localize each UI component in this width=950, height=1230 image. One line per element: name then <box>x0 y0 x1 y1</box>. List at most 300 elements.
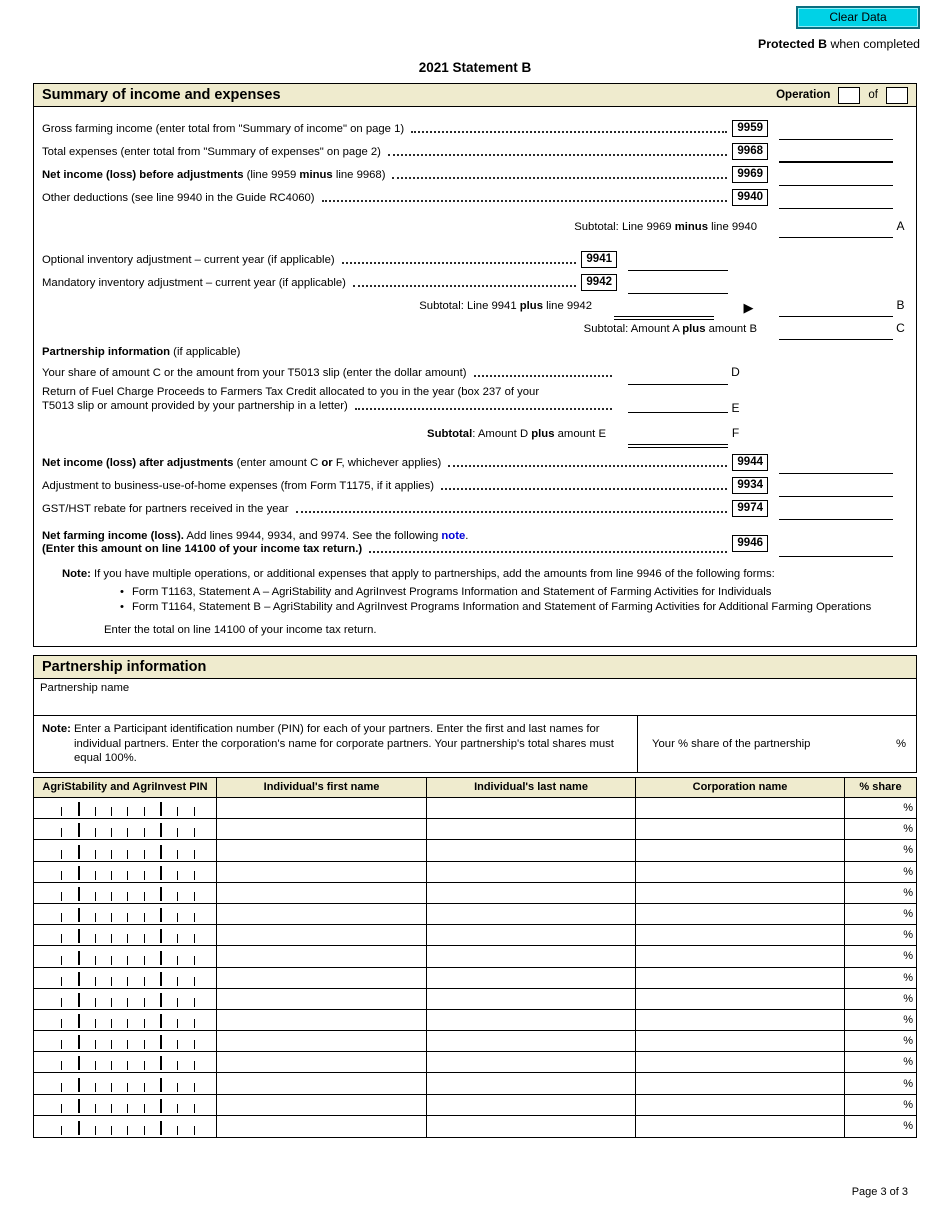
col-header-share: % share <box>859 781 902 793</box>
pin-tick <box>95 956 111 965</box>
table-row <box>34 989 916 1010</box>
pin-tick <box>95 871 111 880</box>
pin-tick <box>177 1126 193 1135</box>
table-row <box>34 904 916 925</box>
pin-tick <box>95 977 111 986</box>
last-name-field[interactable] <box>427 968 636 988</box>
pin-tick <box>144 1104 160 1113</box>
line-9968-amount-field[interactable] <box>779 148 893 163</box>
label-part: T5013 slip or amount provided by your partnership in a letter) <box>42 399 348 412</box>
corp-name-field[interactable] <box>636 819 845 839</box>
share-field[interactable]: % <box>903 950 913 963</box>
label-part: (enter amount C <box>233 456 322 469</box>
pin-field[interactable] <box>34 862 217 882</box>
pin-tick <box>78 887 95 901</box>
pin-field[interactable] <box>34 1052 217 1072</box>
line-code-9941: 9941 <box>581 251 617 268</box>
pin-tick <box>144 1126 160 1135</box>
pin-comb-ticks <box>34 819 216 839</box>
pin-tick <box>111 807 127 816</box>
first-name-field[interactable] <box>217 1116 427 1137</box>
pin-tick <box>177 1061 193 1070</box>
pin-tick <box>144 934 160 943</box>
line-9944-amount-field[interactable] <box>779 459 893 474</box>
label-part: plus <box>519 299 543 312</box>
pin-tick <box>78 993 95 1007</box>
corp-name-field[interactable] <box>636 1010 845 1030</box>
pin-tick <box>160 1099 177 1113</box>
last-name-field[interactable] <box>427 1052 636 1072</box>
pin-tick <box>61 998 77 1007</box>
pin-tick <box>177 1104 193 1113</box>
line-code-9968: 9968 <box>732 143 768 160</box>
pin-tick <box>61 956 77 965</box>
pin-tick <box>111 913 127 922</box>
amount-d-label: Your share of amount C or the amount from your T5013 slip (enter the dollar amount) <box>42 367 467 379</box>
label-part: Net income (loss) before adjustments <box>42 168 244 181</box>
pin-tick <box>144 998 160 1007</box>
pin-tick <box>160 887 177 901</box>
pin-tick <box>177 1040 193 1049</box>
dot-leader <box>369 541 727 553</box>
first-name-field[interactable] <box>217 1031 427 1051</box>
partners-table <box>33 777 917 1138</box>
partnership-name-field[interactable] <box>34 679 916 716</box>
corp-name-field[interactable] <box>636 798 845 818</box>
pin-tick <box>95 828 111 837</box>
corp-name-field[interactable] <box>636 1073 845 1093</box>
subtotal-b-amount-field[interactable] <box>779 302 893 317</box>
first-name-field[interactable] <box>217 968 427 988</box>
pin-tick <box>61 1083 77 1092</box>
table-row <box>34 1031 916 1052</box>
label-part: or <box>321 456 333 469</box>
pin-field[interactable] <box>34 819 217 839</box>
line-9942-amount-field[interactable] <box>628 279 728 294</box>
share-field[interactable]: % <box>903 865 913 878</box>
label-part: Subtotal: Amount A <box>583 322 683 335</box>
pin-tick <box>61 913 77 922</box>
pin-tick <box>144 828 160 837</box>
dot-leader <box>441 478 727 490</box>
pin-tick <box>46 892 61 901</box>
operation-total-input[interactable] <box>886 87 908 104</box>
line-9959-label: Gross farming income (enter total from "Summary of income" on page 1) <box>42 122 405 135</box>
corp-name-field[interactable] <box>636 968 845 988</box>
share-field[interactable]: % <box>903 971 913 984</box>
pin-tick <box>127 1126 143 1135</box>
line-9968-row <box>42 140 908 163</box>
share-field[interactable]: % <box>903 823 913 836</box>
last-name-field[interactable] <box>427 840 636 860</box>
corp-name-field[interactable] <box>636 1031 845 1051</box>
pin-tick <box>78 845 95 859</box>
pin-tick <box>95 913 111 922</box>
note-text: If you have multiple operations, or additional expenses that apply to partnerships, add the amounts from line 9946 of the following forms: <box>90 568 775 580</box>
subtotal-f-amount-field[interactable] <box>628 430 728 445</box>
label-part: Subtotal: Line 9941 <box>419 299 520 312</box>
corp-name-field[interactable] <box>636 904 845 924</box>
note-bullet-list <box>42 585 908 615</box>
pin-tick <box>95 1040 111 1049</box>
pin-tick <box>78 929 95 943</box>
bullet-icon: • <box>120 601 124 613</box>
pin-comb-ticks <box>34 798 216 818</box>
last-name-field[interactable] <box>427 1116 636 1137</box>
label-part: : Amount D <box>472 427 532 440</box>
col-header-last-name: Individual's last name <box>427 778 636 797</box>
subtotal-a-amount-field[interactable] <box>779 223 893 238</box>
pin-tick <box>127 1104 143 1113</box>
line-9974-label: GST/HST rebate for partners received in the year <box>42 502 289 515</box>
corp-name-field[interactable] <box>636 1095 845 1115</box>
operation-of-label: of <box>868 89 878 101</box>
line-9942-label: Mandatory inventory adjustment – current year (if applicable) <box>42 276 346 289</box>
pin-tick <box>144 1040 160 1049</box>
share-field[interactable]: % <box>903 1035 913 1048</box>
partner-share-label: Your % share of the partnership <box>652 738 811 750</box>
pin-tick <box>177 1083 193 1092</box>
last-name-field[interactable] <box>427 925 636 945</box>
pin-field[interactable] <box>34 989 217 1009</box>
clear-data-button[interactable]: Clear Data <box>796 6 920 29</box>
pin-tick <box>160 951 177 965</box>
share-field[interactable]: % <box>903 929 913 942</box>
pin-tick <box>46 1126 61 1135</box>
note-label: Note: <box>42 723 71 735</box>
corp-name-field[interactable] <box>636 1116 845 1137</box>
line-9934-amount-field[interactable] <box>779 482 893 497</box>
label-part: (if applicable) <box>170 345 241 358</box>
share-field[interactable]: % <box>903 908 913 921</box>
first-name-field[interactable] <box>217 1073 427 1093</box>
label-part: amount B <box>705 322 757 335</box>
share-field[interactable]: % <box>903 1098 913 1111</box>
pin-field[interactable] <box>34 946 217 966</box>
pin-field[interactable] <box>34 1095 217 1115</box>
line-9940-row <box>42 186 908 209</box>
subtotal-c-label <box>42 323 768 335</box>
table-row <box>34 840 916 861</box>
note-link[interactable]: note <box>441 529 466 542</box>
dot-leader <box>322 190 728 202</box>
last-name-field[interactable] <box>427 798 636 818</box>
label-part: minus <box>299 168 333 181</box>
label-part: plus <box>531 427 555 440</box>
line-9946-amount-field[interactable] <box>779 542 893 557</box>
pin-tick <box>111 1104 127 1113</box>
pin-comb-ticks <box>34 968 216 988</box>
pin-tick <box>127 956 143 965</box>
dot-leader <box>353 275 576 287</box>
first-name-field[interactable] <box>217 840 427 860</box>
first-name-field[interactable] <box>217 946 427 966</box>
pin-comb-ticks <box>34 1010 216 1030</box>
note-label: Note: <box>62 568 91 580</box>
summary-section <box>33 83 917 647</box>
first-name-field[interactable] <box>217 925 427 945</box>
pin-tick <box>46 871 61 880</box>
pin-tick <box>177 934 193 943</box>
line-9942-row <box>42 271 908 294</box>
pin-field[interactable] <box>34 968 217 988</box>
pin-tick <box>61 850 77 859</box>
subtotal-b-mid-amount-field[interactable] <box>614 302 714 317</box>
subtotal-a-row <box>42 215 908 238</box>
pin-tick <box>78 1014 95 1028</box>
amount-letter-d: D <box>731 365 740 379</box>
pin-tick <box>194 1040 210 1049</box>
line-9944-row <box>42 451 908 474</box>
pin-field[interactable] <box>34 925 217 945</box>
line-9941-amount-field[interactable] <box>628 256 728 271</box>
amount-letter-e: E <box>731 401 740 415</box>
line-9941-label: Optional inventory adjustment – current year (if applicable) <box>42 253 335 266</box>
pin-field[interactable] <box>34 883 217 903</box>
pin-tick <box>111 1083 127 1092</box>
share-field[interactable]: % <box>903 992 913 1005</box>
line-9959-amount-field[interactable] <box>779 125 893 140</box>
pin-tick <box>160 1014 177 1028</box>
first-name-field[interactable] <box>217 1010 427 1030</box>
amount-e-field[interactable] <box>628 398 728 413</box>
line-9974-amount-field[interactable] <box>779 505 893 520</box>
pin-tick <box>95 1061 111 1070</box>
last-name-field[interactable] <box>427 1010 636 1030</box>
corp-name-field[interactable] <box>636 840 845 860</box>
pin-tick <box>127 998 143 1007</box>
label-part: Add lines 9944, 9934, and 9974. See the following <box>183 529 442 542</box>
pin-tick <box>127 892 143 901</box>
last-name-field[interactable] <box>427 989 636 1009</box>
bullet-text: Form T1164, Statement B – AgriStability and AgriInvest Programs Information and Statement of Farming Activities for Additional Farming Operations <box>132 601 872 613</box>
dot-leader <box>355 398 612 410</box>
pin-tick <box>144 892 160 901</box>
line-9974-row <box>42 497 908 520</box>
pin-tick <box>177 956 193 965</box>
last-name-field[interactable] <box>427 904 636 924</box>
pin-tick <box>111 1061 127 1070</box>
bullet-icon: • <box>120 586 124 598</box>
first-name-field[interactable] <box>217 1095 427 1115</box>
last-name-field[interactable] <box>427 1073 636 1093</box>
pin-comb-ticks <box>34 946 216 966</box>
corp-name-field[interactable] <box>636 925 845 945</box>
line-9946-label <box>42 527 732 560</box>
partner-table-body <box>34 798 916 1137</box>
pin-field[interactable] <box>34 798 217 818</box>
protected-b-rest: when completed <box>827 37 920 51</box>
line-9969-label <box>42 169 385 181</box>
line-9940-label: Other deductions (see line 9940 in the Guide RC4060) <box>42 191 315 204</box>
label-part: line 9968) <box>332 168 386 181</box>
line-9940-amount-field[interactable] <box>779 194 893 209</box>
pin-field[interactable] <box>34 1116 217 1137</box>
pin-tick <box>127 1083 143 1092</box>
pin-tick <box>160 972 177 986</box>
pin-tick <box>160 802 177 816</box>
pin-tick <box>95 934 111 943</box>
pin-field[interactable] <box>34 904 217 924</box>
pin-tick <box>160 1078 177 1092</box>
table-row <box>34 862 916 883</box>
pin-tick <box>194 828 210 837</box>
pin-tick <box>160 1056 177 1070</box>
first-name-field[interactable] <box>217 862 427 882</box>
pin-tick <box>127 828 143 837</box>
pin-tick <box>144 1061 160 1070</box>
arrow-right-icon: ▶ <box>743 300 754 315</box>
pin-tick <box>78 908 95 922</box>
share-field[interactable]: % <box>903 1056 913 1069</box>
pin-tick <box>61 1040 77 1049</box>
bullet-text: Form T1163, Statement A – AgriStability and AgriInvest Programs Information and Statement of Farming Activities for Individuals <box>132 586 772 598</box>
subtotal-b-row <box>42 294 908 317</box>
line-9934-row <box>42 474 908 497</box>
line-code-9942: 9942 <box>581 274 617 291</box>
pin-comb-ticks <box>34 1073 216 1093</box>
share-field[interactable]: % <box>903 802 913 815</box>
dot-leader <box>296 501 728 513</box>
pin-tick <box>46 828 61 837</box>
share-field[interactable]: % <box>903 1120 913 1133</box>
pin-tick <box>61 828 77 837</box>
pin-tick <box>127 1019 143 1028</box>
summary-note <box>42 560 908 582</box>
share-field[interactable]: % <box>903 886 913 899</box>
pin-tick <box>111 934 127 943</box>
pin-tick <box>177 1019 193 1028</box>
line-code-9974: 9974 <box>732 500 768 517</box>
corp-name-field[interactable] <box>636 946 845 966</box>
pin-tick <box>78 1099 95 1113</box>
line-9969-row <box>42 163 908 186</box>
pin-tick <box>46 913 61 922</box>
table-row <box>34 1010 916 1031</box>
label-part: Subtotal <box>427 427 473 440</box>
pin-tick <box>78 1035 95 1049</box>
first-name-field[interactable] <box>217 904 427 924</box>
subtotal-c-row <box>42 317 908 340</box>
pin-tick <box>61 807 77 816</box>
partnership-header-bar <box>34 656 916 679</box>
table-row <box>34 1095 916 1116</box>
pin-tick <box>177 998 193 1007</box>
corp-name-field[interactable] <box>636 862 845 882</box>
pin-tick <box>194 892 210 901</box>
pin-tick <box>177 892 193 901</box>
partner-share-cell[interactable] <box>638 716 916 772</box>
pin-tick <box>111 850 127 859</box>
last-name-field[interactable] <box>427 1095 636 1115</box>
line-code-9944: 9944 <box>732 454 768 471</box>
amount-d-field[interactable] <box>628 370 728 385</box>
pin-tick <box>61 1126 77 1135</box>
pin-tick <box>194 1083 210 1092</box>
label-part: Subtotal: Line 9969 <box>574 220 675 233</box>
pin-tick <box>177 913 193 922</box>
partnership-title: Partnership information <box>42 659 207 675</box>
label-part: Net income (loss) after adjustments <box>42 456 234 469</box>
pin-tick <box>194 871 210 880</box>
pin-tick <box>160 993 177 1007</box>
corp-name-field[interactable] <box>636 883 845 903</box>
line-9968-label: Total expenses (enter total from "Summary of expenses" on page 2) <box>42 145 381 158</box>
col-header-first-name: Individual's first name <box>217 778 427 797</box>
table-row <box>34 798 916 819</box>
first-name-field[interactable] <box>217 883 427 903</box>
summary-title: Summary of income and expenses <box>42 87 281 103</box>
amount-letter-a: A <box>896 218 905 233</box>
pin-tick <box>177 828 193 837</box>
pin-tick <box>46 1083 61 1092</box>
pin-tick <box>61 1019 77 1028</box>
pin-tick <box>127 934 143 943</box>
corp-name-field[interactable] <box>636 989 845 1009</box>
pin-tick <box>144 1083 160 1092</box>
first-name-field[interactable] <box>217 989 427 1009</box>
first-name-field[interactable] <box>217 1052 427 1072</box>
pin-field[interactable] <box>34 840 217 860</box>
last-name-field[interactable] <box>427 819 636 839</box>
pin-tick <box>95 998 111 1007</box>
last-name-field[interactable] <box>427 862 636 882</box>
pin-tick <box>78 866 95 880</box>
dot-leader <box>448 455 727 467</box>
pin-comb-ticks <box>34 904 216 924</box>
pin-tick <box>127 977 143 986</box>
line-9934-label: Adjustment to business-use-of-home expenses (from Form T1175, if it applies) <box>42 479 435 492</box>
last-name-field[interactable] <box>427 1031 636 1051</box>
pin-tick <box>46 977 61 986</box>
pin-tick <box>61 977 77 986</box>
operation-number-input[interactable] <box>838 87 860 104</box>
pin-field[interactable] <box>34 1010 217 1030</box>
pin-tick <box>61 1061 77 1070</box>
partnership-info-label <box>42 346 240 358</box>
first-name-field[interactable] <box>217 819 427 839</box>
pin-tick <box>160 1035 177 1049</box>
share-field[interactable]: % <box>903 844 913 857</box>
pin-tick <box>95 1104 111 1113</box>
label-part: line 9942 <box>543 299 592 312</box>
page-number: Page 3 of 3 <box>851 1186 908 1198</box>
pin-tick <box>95 1083 111 1092</box>
partnership-section <box>33 655 917 773</box>
line-code-9946: 9946 <box>732 535 768 552</box>
pin-tick <box>144 1019 160 1028</box>
pin-comb-ticks <box>34 989 216 1009</box>
last-name-field[interactable] <box>427 946 636 966</box>
protected-b-notice <box>0 37 920 51</box>
dot-leader <box>474 365 613 377</box>
pin-field[interactable] <box>34 1031 217 1051</box>
corp-name-field[interactable] <box>636 1052 845 1072</box>
line-9969-amount-field[interactable] <box>779 171 893 186</box>
pin-tick <box>127 1040 143 1049</box>
pin-field[interactable] <box>34 1073 217 1093</box>
pin-tick <box>194 998 210 1007</box>
share-field[interactable]: % <box>903 1077 913 1090</box>
pin-tick <box>111 1019 127 1028</box>
label-part: Partnership information <box>42 345 171 358</box>
pin-tick <box>95 807 111 816</box>
share-field[interactable]: % <box>903 1013 913 1026</box>
first-name-field[interactable] <box>217 798 427 818</box>
subtotal-c-amount-field[interactable] <box>779 325 893 340</box>
line-code-9934: 9934 <box>732 477 768 494</box>
last-name-field[interactable] <box>427 883 636 903</box>
